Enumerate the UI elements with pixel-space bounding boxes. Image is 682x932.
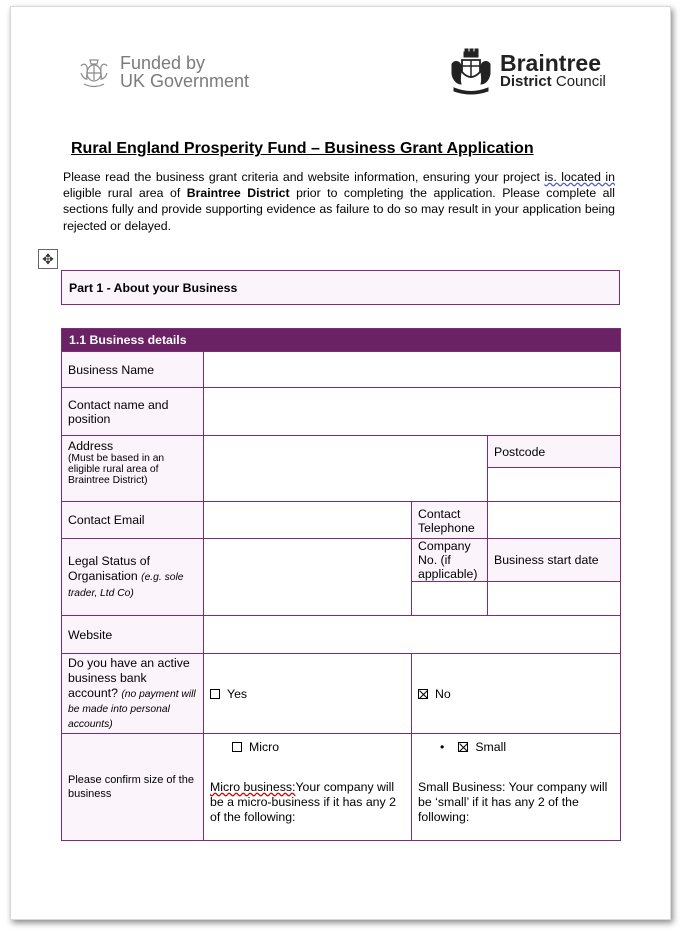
council-subtitle (500, 74, 606, 90)
council-name: Braintree (500, 50, 601, 76)
address-label: Address (68, 439, 114, 453)
legal-status-label: Legal Status of Organisation (68, 553, 151, 583)
legal-status-note: (e.g. sole trader, Ltd Co) (68, 571, 184, 599)
council-logo-text (500, 52, 606, 90)
council-crest-icon (446, 46, 496, 96)
intro-paragraph (63, 169, 615, 234)
address-note: (Must be based in an eligible rural area of Braintree District) (68, 453, 165, 486)
business-name-label: Business Name (62, 352, 204, 388)
micro-option[interactable] (204, 734, 412, 841)
size-question: Please confirm size of the business (62, 734, 204, 841)
gov-logo-text (120, 54, 249, 90)
micro-checkbox-icon[interactable] (232, 742, 242, 752)
small-bullet: • (440, 740, 445, 754)
business-start-field[interactable] (488, 582, 621, 616)
table-move-handle[interactable] (38, 249, 58, 269)
small-description: Small Business: Your company will be ‘small’ if it has any 2 of the following: (418, 780, 608, 824)
micro-description (210, 780, 405, 825)
bank-question: Do you have an active business bank account? (68, 656, 190, 700)
small-label: Small (475, 740, 507, 754)
address-label-cell (62, 436, 204, 502)
bank-no-label: No (435, 686, 451, 701)
small-choice[interactable] (418, 740, 614, 755)
micro-label: Micro (249, 740, 280, 754)
bank-note: (no payment will be made into personal accounts) (68, 689, 196, 730)
intro-part1: Please read the business grant criteria and website information, ensuring your project (63, 170, 545, 184)
intro-part2: eligible rural area of (63, 186, 187, 201)
gov-logo-line1: Funded by (120, 53, 206, 73)
website-label: Website (62, 616, 204, 654)
micro-choice[interactable] (210, 740, 405, 755)
business-name-field[interactable] (204, 352, 621, 388)
website-field[interactable] (204, 616, 621, 654)
contact-telephone-label: Contact Telephone (412, 502, 488, 539)
bank-yes-option[interactable] (204, 654, 412, 734)
address-field[interactable] (204, 436, 488, 502)
council-sub-text: Council (555, 73, 606, 90)
move-icon: ✥ (42, 250, 54, 267)
council-sub-bold: District (500, 73, 552, 90)
contact-telephone-field[interactable] (488, 502, 621, 539)
micro-desc-text: Your company will be a micro-business if it has any 2 of the following: (210, 780, 396, 824)
contact-name-label: Contact name and position (62, 388, 204, 436)
intro-part3: prior to completing the application. Please complete all sections fully and provide supporting evidence as failure to do so may result in your application being rejected or delayed. (63, 186, 615, 233)
company-no-label: Company No. (if applicable) (412, 539, 488, 582)
business-details-table (61, 328, 621, 841)
micro-desc-flagged: Micro business: (210, 780, 296, 794)
uk-government-logo (76, 52, 249, 92)
bank-question-cell (62, 654, 204, 734)
contact-name-field[interactable] (204, 388, 621, 436)
document-title: Rural England Prosperity Fund – Business Grant Application (71, 140, 534, 157)
contact-email-field[interactable] (204, 502, 412, 539)
no-checked-checkbox-icon[interactable] (418, 689, 428, 699)
company-no-field[interactable] (412, 582, 488, 616)
business-start-label: Business start date (488, 539, 621, 582)
bank-yes-label: Yes (227, 686, 248, 701)
intro-bold: Braintree District (186, 186, 290, 201)
contact-email-label: Contact Email (62, 502, 204, 539)
legal-status-field[interactable] (204, 539, 412, 616)
gov-logo-line2: UK Government (120, 71, 250, 91)
bank-no-option[interactable] (412, 654, 621, 734)
royal-crest-icon (76, 54, 112, 90)
small-checked-checkbox-icon[interactable] (458, 742, 468, 752)
postcode-field[interactable] (488, 468, 621, 502)
yes-checkbox-icon[interactable] (210, 689, 220, 699)
braintree-council-logo (446, 46, 606, 96)
part1-header: Part 1 - About your Business (61, 270, 620, 305)
intro-flagged-text: is. located in (544, 170, 615, 184)
legal-status-label-cell (62, 539, 204, 616)
postcode-label: Postcode (488, 436, 621, 468)
small-option[interactable] (412, 734, 621, 841)
section-heading: 1.1 Business details (62, 329, 621, 352)
